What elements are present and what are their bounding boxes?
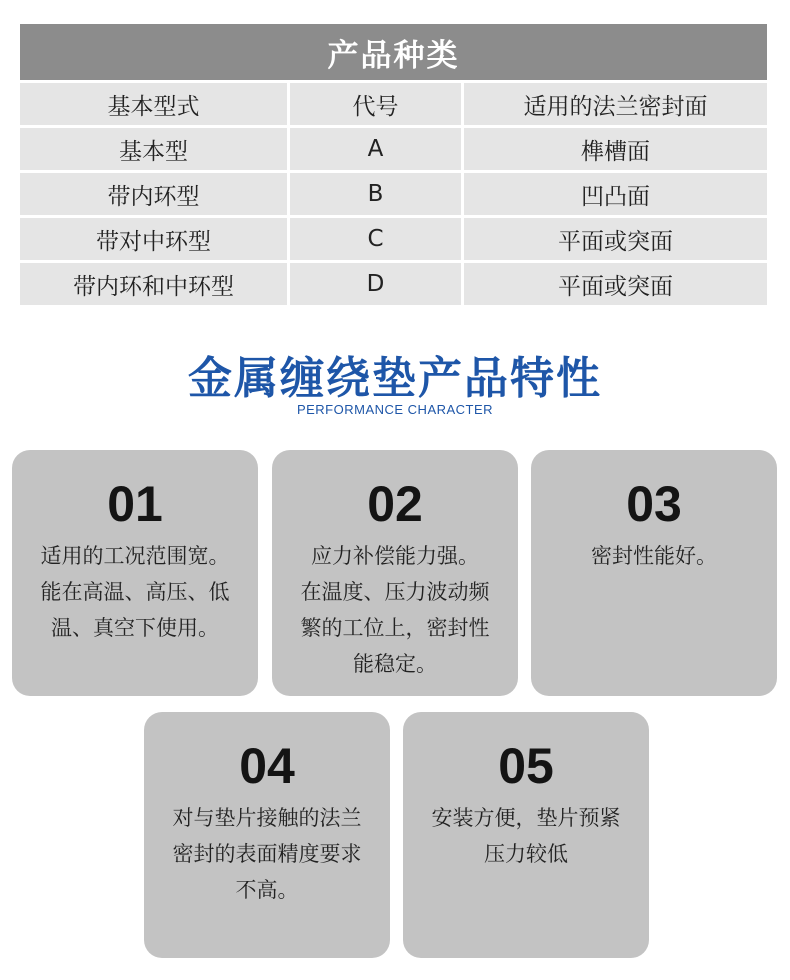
card-text-line: 适用的工况范围宽。: [40, 544, 230, 568]
feature-card-01: [12, 450, 258, 696]
card-text-line: 繁的工位上，密封性: [300, 616, 490, 640]
table-cell-sealing-face: 榫槽面: [464, 128, 767, 170]
card-text-line: 能在高温、高压、低: [40, 580, 230, 604]
feature-card-02: [272, 450, 518, 696]
card-text-line: 在温度、压力波动频: [300, 580, 490, 604]
card-text: [272, 538, 518, 682]
card-text: [12, 538, 258, 646]
table-cell-code: A: [290, 128, 461, 170]
section-title: 金属缠绕垫产品特性: [188, 353, 602, 404]
table-cell-code: B: [290, 173, 461, 215]
table-cell-code: D: [290, 263, 461, 305]
card-text: [144, 800, 390, 908]
card-text-line: 应力补偿能力强。: [311, 544, 479, 568]
table-cell-sealing-face: 凹凸面: [464, 173, 767, 215]
column-header-code: 代号: [290, 83, 461, 125]
card-text-line: 温、真空下使用。: [51, 616, 219, 640]
card-number: 04: [239, 738, 295, 794]
card-text-line: 压力较低: [484, 842, 568, 866]
card-text-line: 安装方便，垫片预紧: [431, 806, 621, 830]
product-table: [20, 24, 767, 305]
card-number: 02: [367, 476, 423, 532]
table-header-row: [20, 83, 767, 125]
card-text-line: 不高。: [235, 878, 299, 902]
table-row: [20, 263, 767, 305]
table-row: [20, 128, 767, 170]
feature-card-04: [144, 712, 390, 958]
table-cell-type: 基本型: [20, 128, 287, 170]
column-header-sealing-face: 适用的法兰密封面: [464, 83, 767, 125]
feature-card-03: [531, 450, 777, 696]
table-cell-type: 带内环型: [20, 173, 287, 215]
card-number: 05: [498, 738, 554, 794]
table-cell-type: 带对中环型: [20, 218, 287, 260]
table-row: [20, 173, 767, 215]
card-number: 01: [107, 476, 163, 532]
table-title: 产品种类: [20, 24, 767, 80]
table-cell-type: 带内环和中环型: [20, 263, 287, 305]
card-text-line: 密封的表面精度要求: [172, 842, 362, 866]
card-text-line: 对与垫片接触的法兰: [172, 806, 362, 830]
table-cell-sealing-face: 平面或突面: [464, 263, 767, 305]
table-cell-code: C: [290, 218, 461, 260]
card-text-line: 密封性能好。: [591, 544, 717, 568]
card-text: [531, 538, 777, 574]
column-header-type: 基本型式: [20, 83, 287, 125]
card-number: 03: [626, 476, 682, 532]
card-text-line: 能稳定。: [353, 652, 437, 676]
card-text: [403, 800, 649, 872]
table-cell-sealing-face: 平面或突面: [464, 218, 767, 260]
table-row: [20, 218, 767, 260]
section-subtitle: PERFORMANCE CHARACTER: [296, 402, 494, 417]
feature-card-05: [403, 712, 649, 958]
